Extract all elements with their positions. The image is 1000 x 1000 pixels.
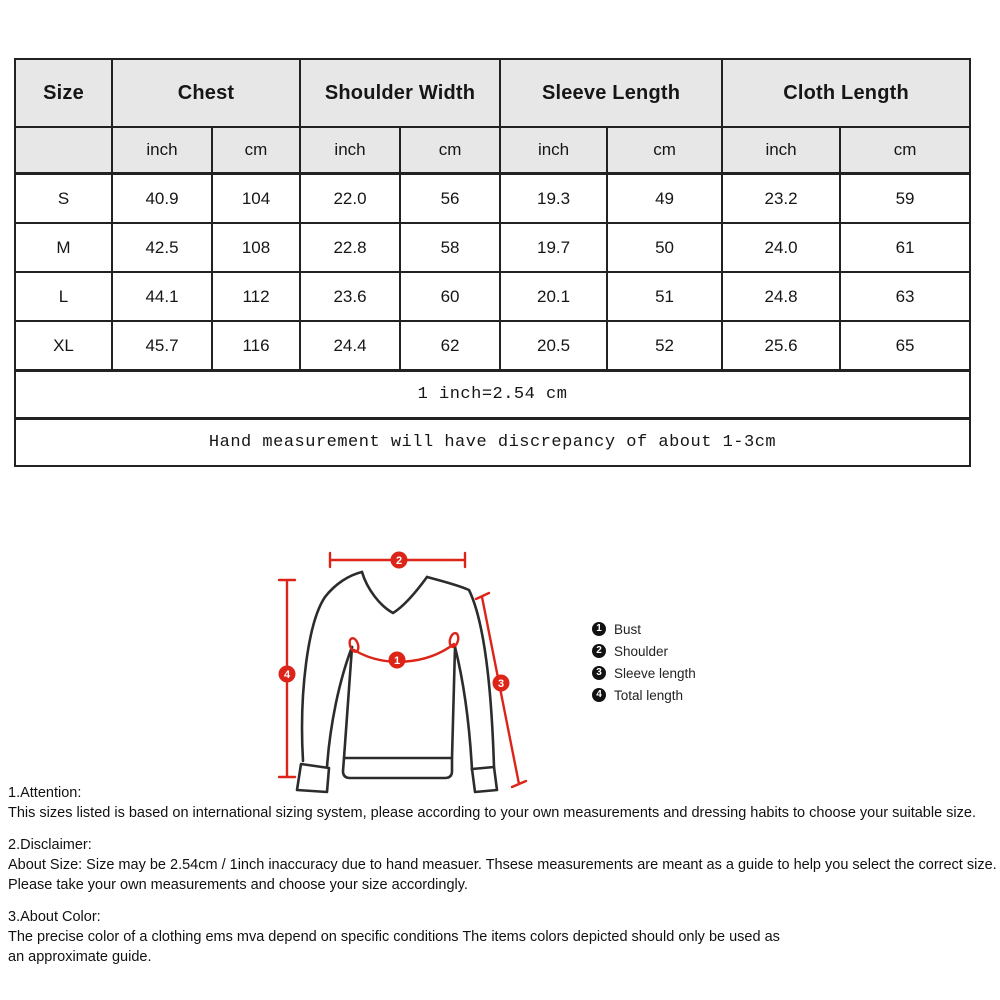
- legend-number-badge: 1: [592, 622, 606, 636]
- cell-value: 49: [607, 174, 722, 224]
- diagram-marker-bust: 1: [393, 655, 401, 667]
- footnotes: [8, 783, 998, 979]
- cell-value: 44.1: [112, 272, 212, 321]
- unit-header: inch: [722, 127, 840, 174]
- disclaimer-heading: 2.Disclaimer:: [8, 837, 92, 853]
- unit-header: inch: [112, 127, 212, 174]
- cell-value: 116: [212, 321, 300, 371]
- table-units-row: [15, 127, 970, 174]
- diagram-marker-total: 4: [283, 669, 291, 681]
- unit-header: cm: [607, 127, 722, 174]
- cell-value: 52: [607, 321, 722, 371]
- units-empty-cell: [15, 127, 112, 174]
- column-header-size: Size: [15, 59, 112, 127]
- cell-value: 24.4: [300, 321, 400, 371]
- table-row-s: [15, 174, 970, 224]
- cell-value: 23.6: [300, 272, 400, 321]
- cell-value: 51: [607, 272, 722, 321]
- cell-value: 112: [212, 272, 300, 321]
- cell-value: 20.5: [500, 321, 607, 371]
- cell-value: 50: [607, 223, 722, 272]
- size-chart-container: [14, 58, 971, 467]
- size-chart-table: [14, 58, 971, 467]
- legend-label: Shoulder: [614, 643, 669, 659]
- cell-value: 24.8: [722, 272, 840, 321]
- attention-heading: 1.Attention:: [8, 785, 82, 801]
- diagram-marker-sleeve: 3: [497, 678, 505, 690]
- cell-value: 63: [840, 272, 970, 321]
- table-row-xl: [15, 321, 970, 371]
- about-color-text-line2: an approximate guide.: [8, 949, 152, 965]
- table-row-l: [15, 272, 970, 321]
- cell-value: 19.7: [500, 223, 607, 272]
- legend-item-bust: [592, 622, 696, 636]
- size-label: S: [15, 174, 112, 224]
- table-note-row-inch: [15, 371, 970, 419]
- cell-value: 104: [212, 174, 300, 224]
- column-header-sleeve-length: Sleeve Length: [500, 59, 722, 127]
- column-header-shoulder-width: Shoulder Width: [300, 59, 500, 127]
- unit-header: cm: [840, 127, 970, 174]
- legend-label: Sleeve length: [614, 665, 696, 681]
- legend-number-badge: 4: [592, 688, 606, 702]
- cell-value: 23.2: [722, 174, 840, 224]
- table-row-m: [15, 223, 970, 272]
- size-label: XL: [15, 321, 112, 371]
- sweater-measurement-diagram: [253, 543, 575, 811]
- about-color-heading: 3.About Color:: [8, 909, 101, 925]
- cell-value: 25.6: [722, 321, 840, 371]
- cell-value: 61: [840, 223, 970, 272]
- cell-value: 108: [212, 223, 300, 272]
- measurement-lines: [279, 553, 526, 787]
- column-header-chest: Chest: [112, 59, 300, 127]
- disclaimer-section: [8, 835, 998, 895]
- about-color-section: [8, 907, 998, 967]
- measurement-discrepancy-note: Hand measurement will have discrepancy of about 1-3cm: [15, 419, 970, 467]
- legend-item-total-length: [592, 688, 696, 702]
- unit-header: cm: [400, 127, 500, 174]
- about-color-text-line1: The precise color of a clothing ems mva depend on specific conditions The items colors depicted should only be used as: [8, 929, 780, 945]
- attention-text: This sizes listed is based on international sizing system, please according to your own measurements and dressing habits to choose your suitable size.: [8, 805, 976, 821]
- cell-value: 40.9: [112, 174, 212, 224]
- inch-conversion-note: 1 inch=2.54 cm: [15, 371, 970, 419]
- sweater-outline: [297, 572, 497, 792]
- cell-value: 24.0: [722, 223, 840, 272]
- cell-value: 62: [400, 321, 500, 371]
- legend-label: Bust: [614, 621, 642, 637]
- cell-value: 42.5: [112, 223, 212, 272]
- legend-number-badge: 3: [592, 666, 606, 680]
- size-label: L: [15, 272, 112, 321]
- column-header-cloth-length: Cloth Length: [722, 59, 970, 127]
- cell-value: 58: [400, 223, 500, 272]
- cell-value: 45.7: [112, 321, 212, 371]
- legend-item-shoulder: [592, 644, 696, 658]
- diagram-marker-shoulder: 2: [395, 555, 403, 567]
- size-label: M: [15, 223, 112, 272]
- disclaimer-text-line1: About Size: Size may be 2.54cm / 1inch inaccuracy due to hand measuer. Thsese measurements are meant as a guide to help you select the correct size.: [8, 857, 997, 873]
- legend-number-badge: 2: [592, 644, 606, 658]
- attention-section: [8, 783, 998, 823]
- cell-value: 65: [840, 321, 970, 371]
- table-header-row: [15, 59, 970, 127]
- cell-value: 19.3: [500, 174, 607, 224]
- cell-value: 20.1: [500, 272, 607, 321]
- cell-value: 60: [400, 272, 500, 321]
- unit-header: cm: [212, 127, 300, 174]
- legend-item-sleeve-length: [592, 666, 696, 680]
- cell-value: 56: [400, 174, 500, 224]
- unit-header: inch: [500, 127, 607, 174]
- unit-header: inch: [300, 127, 400, 174]
- cell-value: 22.0: [300, 174, 400, 224]
- measurement-legend: [592, 622, 696, 710]
- legend-label: Total length: [614, 687, 684, 703]
- table-note-row-discrepancy: [15, 419, 970, 467]
- cell-value: 22.8: [300, 223, 400, 272]
- disclaimer-text-line2: Please take your own measurements and choose your size accordingly.: [8, 877, 468, 893]
- cell-value: 59: [840, 174, 970, 224]
